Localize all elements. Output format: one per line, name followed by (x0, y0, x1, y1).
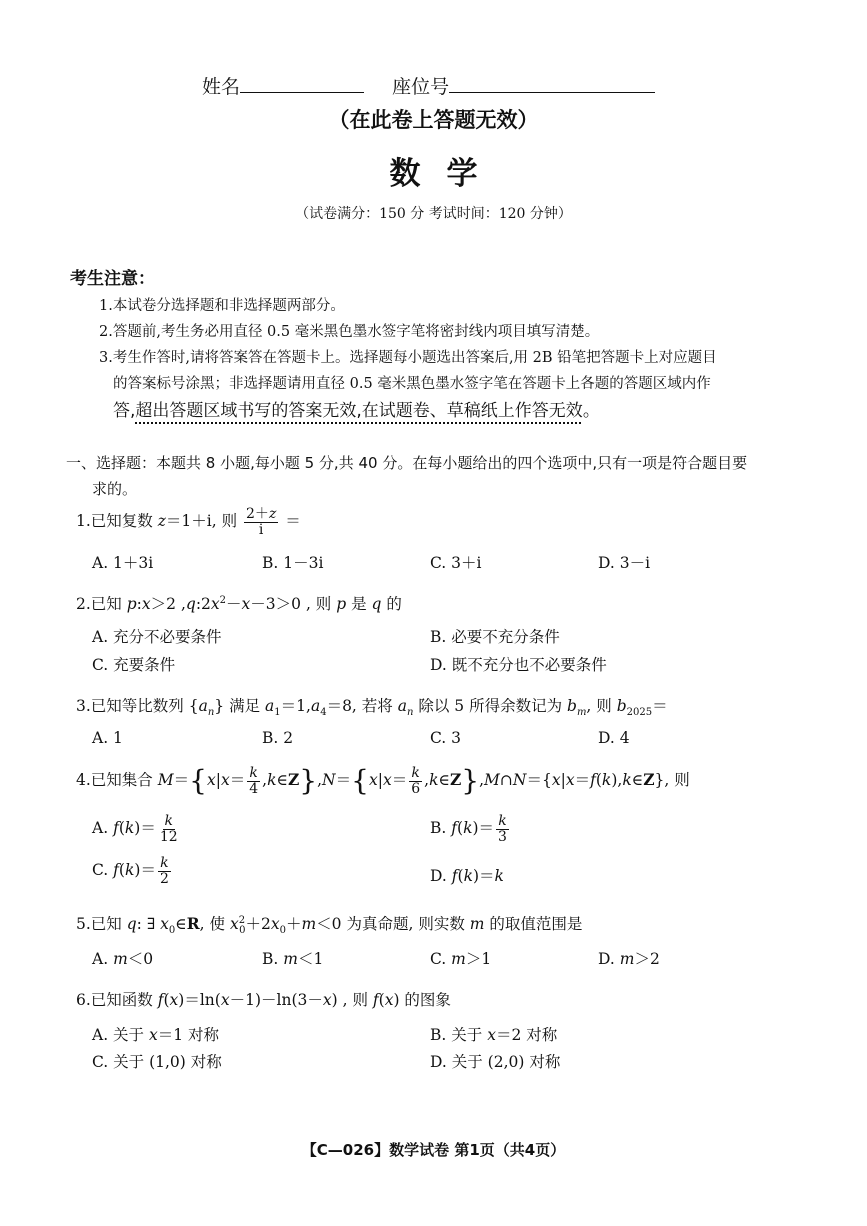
q3-option-c: C. 3 (430, 729, 462, 747)
q3-option-d: D. 4 (598, 729, 630, 747)
q4-option-a: A. f(k)＝ $\frac{k}{12}$ (92, 813, 178, 845)
q3-option-a: A. 1 (92, 729, 123, 747)
q2-option-a: A. 充分不必要条件 (92, 628, 222, 646)
notice-warning-suffix: 。 (582, 401, 600, 421)
q6-option-a: A. 关于 x＝1 对称 (92, 1026, 220, 1044)
fraction: $\frac{k}{6}$ (411, 765, 421, 797)
question-5: 5.已知 q: ∃ $x_0\in R$, 使 $x^2_0+2x_0+m<0$ 为真命题, 则实数 m 的取值范围是 (76, 914, 583, 937)
question-1: 1.已知复数 z＝1＋i, 则 $\frac{2+z}{i}$ ＝ (76, 506, 301, 538)
seat-blank (449, 76, 655, 93)
question-number: 2. (76, 595, 91, 613)
q5-option-b: B. m＜1 (262, 950, 324, 968)
fraction: $\frac{k}{4}$ (249, 765, 259, 797)
section-1-heading-cont: 求的。 (92, 480, 138, 498)
fraction: $\frac{k}{3}$ (498, 813, 507, 845)
option-letter: A. (92, 950, 109, 968)
notice-title: 考生注意： (70, 269, 155, 289)
option-letter: C. (92, 861, 109, 880)
q5-option-c: C. m＞1 (430, 950, 492, 968)
question-number: 1. (76, 512, 91, 531)
question-3: 3.已知等比数列 $\{a_n\}$ 满足 $a_1=1,a_4=8$, 若将 $a_n$ 除以 5 所得余数记为 $b_m$, 则 $b_{2025}=$ (76, 697, 668, 719)
q1-option-b: B. 1－3i (262, 554, 324, 572)
fraction: $\frac{k}{2}$ (159, 855, 169, 887)
question-4: 4.已知集合 M＝{x|x＝ $\frac{k}{4}$ ,k∈Z},N＝{x|x＝ $\frac{k}{6}$ ,k∈Z},M∩N＝{x|x＝f(k),k∈Z}, 则 (76, 764, 690, 798)
q2-option-c: C. 充要条件 (92, 656, 176, 674)
q2-option-b: B. 必要不充分条件 (430, 628, 560, 646)
q6-option-b: B. 关于 x＝2 对称 (430, 1026, 558, 1044)
seat-label: 座位号 (392, 76, 450, 98)
fraction: $\frac{2+z}{i}$ (246, 506, 277, 538)
notice-item-1: 1.本试卷分选择题和非选择题两部分。 (99, 298, 345, 314)
question-number: 6. (76, 991, 91, 1009)
option-letter: B. (262, 950, 279, 968)
question-number: 5. (76, 915, 91, 933)
question-2: 2.已知 p:x＞2 $,q:2x^2-x-3>0$ , 则 p 是 q 的 (76, 594, 402, 613)
notice-warning-prefix: 答, (113, 401, 136, 421)
option-letter: A. (92, 819, 109, 838)
q6-option-d: D. 关于 (2,0) 对称 (430, 1053, 561, 1071)
q6-option-c: C. 关于 (1,0) 对称 (92, 1053, 222, 1071)
notice-item-3-cont: 的答案标号涂黑；非选择题请用直径 0.5 毫米黑色墨水签字笔在答题卡上各题的答题区域内作 (113, 376, 711, 392)
q2-option-d: D. 既不充分也不必要条件 (430, 656, 607, 674)
name-label: 姓名 (202, 76, 241, 98)
candidate-info-line (202, 72, 655, 99)
option-label: B. 关于 (430, 1026, 483, 1044)
q5-option-d: D. m＞2 (598, 950, 660, 968)
subject-title: 数学 (389, 156, 504, 192)
notice-item-3: 3.考生作答时,请将答案答在答题卡上。选择题每小题选出答案后,用 2B 铅笔把答题卡上对应题目 (99, 350, 717, 366)
name-blank (240, 76, 364, 93)
option-letter: C. (430, 950, 447, 968)
page-footer: 【C—026】数学试卷 第1页（共4页） (301, 1141, 566, 1159)
question-number: 3. (76, 697, 91, 715)
q1-option-d: D. 3－i (598, 554, 651, 572)
q3-option-b: B. 2 (262, 729, 294, 747)
q1-option-a: A. 1＋3i (92, 554, 154, 572)
q4-option-d: D. f(k)＝k (430, 867, 504, 885)
exam-info: （试卷满分：150 分 考试时间：120 分钟） (295, 206, 572, 222)
notice-warning-emphasis: 超出答题区域书写的答案无效,在试题卷、草稿纸上作答无效 (135, 401, 583, 421)
fraction: $\frac{k}{12}$ (159, 813, 178, 845)
notice-item-3-warning (113, 396, 600, 421)
question-6: 6.已知函数 f(x)＝ln(x－1)－ln(3－x) , 则 f(x) 的图象 (76, 991, 451, 1009)
q5-option-a: A. m＜0 (92, 950, 154, 968)
option-letter: B. (430, 819, 447, 838)
q4-option-b: B. f(k)＝ $\frac{k}{3}$ (430, 813, 507, 845)
option-label: A. 关于 (92, 1026, 145, 1044)
q1-option-c: C. 3＋i (430, 554, 482, 572)
q4-option-c: C. f(k)＝ $\frac{k}{2}$ (92, 855, 169, 887)
section-1-heading: 一、选择题：本题共 8 小题,每小题 5 分,共 40 分。在每小题给出的四个选项中,只有一项是符合题目要 (66, 454, 748, 472)
option-letter: D. (598, 950, 615, 968)
notice-item-2: 2.答题前,考生务必用直径 0.5 毫米黑色墨水签字笔将密封线内项目填写清楚。 (99, 324, 600, 340)
question-number: 4. (76, 771, 91, 790)
option-letter: D. (430, 867, 447, 885)
invalid-answer-note: （在此卷上答题无效） (328, 108, 539, 132)
